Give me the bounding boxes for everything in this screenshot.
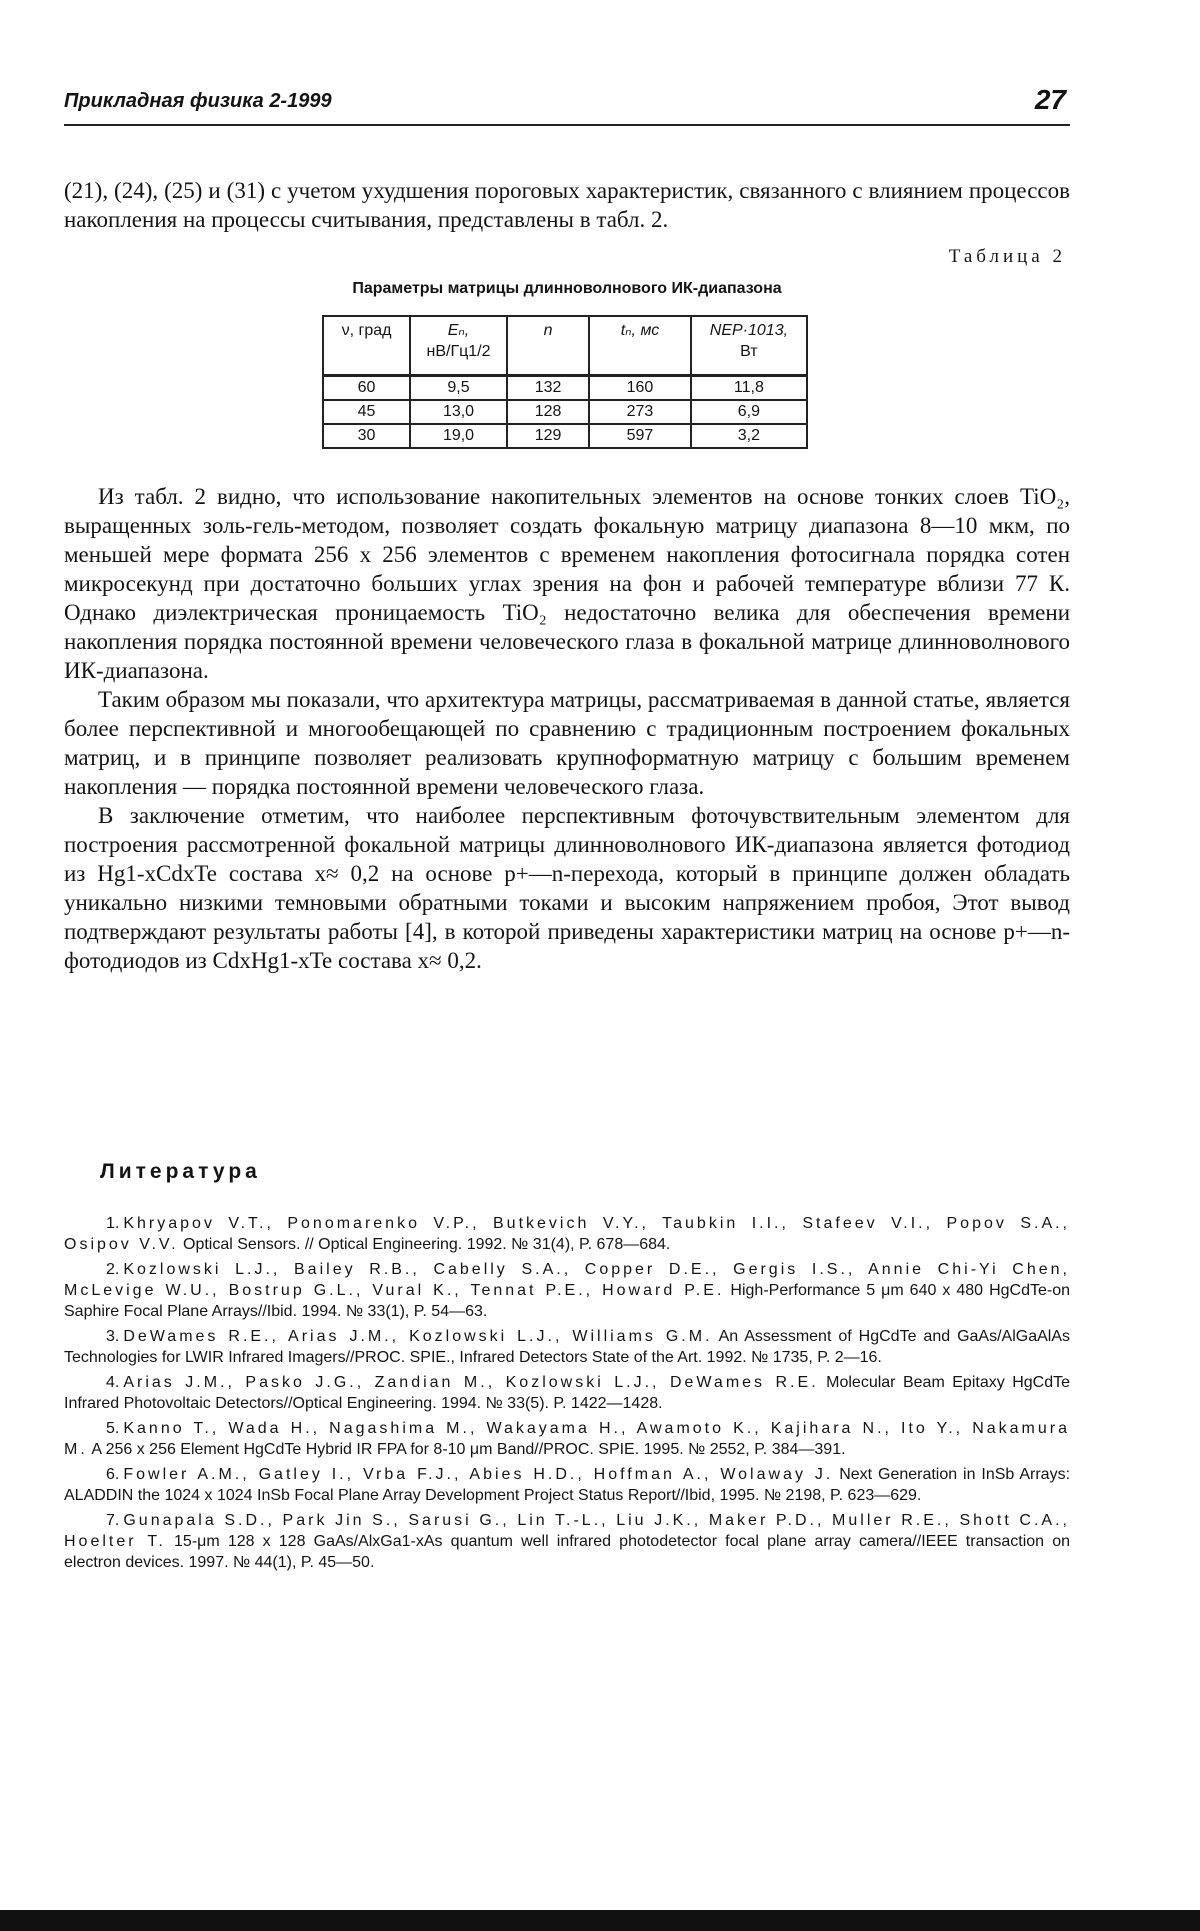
table-cell: 160 — [589, 376, 691, 401]
table-cell: 273 — [589, 400, 691, 424]
table-cell: 6,9 — [691, 400, 807, 424]
col-header-angle: ν, град — [323, 316, 410, 376]
reference-text: A 256 x 256 Element HgCdTe Hybrid IR FPA for 8-10 μm Band//PROC. SPIE. 1995. № 2552, P. 384—391. — [91, 1441, 846, 1458]
table-row — [323, 424, 807, 448]
intro-paragraph: (21), (24), (25) и (31) с учетом ухудшения пороговых характеристик, связанного с влиянием процессов накопления на процессы считывания, представлены в табл. 2. — [64, 178, 1070, 232]
table-row — [323, 376, 807, 401]
table-cell: 129 — [507, 424, 589, 448]
literature-heading: Литература — [100, 1160, 261, 1183]
parameters-table — [322, 315, 808, 449]
col-header-noise: Eₙ, нВ/Гц1/2 — [410, 316, 507, 376]
table-cell: 9,5 — [410, 376, 507, 401]
table-cell: 13,0 — [410, 400, 507, 424]
col-header-time: tₙ, мс — [589, 316, 691, 376]
reference-item: 5. Kanno T., Wada H., Nagashima M., Wakayama H., Awamoto K., Kajihara N., Ito Y., Nakamura M. A 256 x 256 Element HgCdTe Hybrid IR FPA for 8-10 μm Band//PROC. SPIE. 1995. № 2552, P. 384—391. — [64, 1420, 1070, 1458]
reference-text: An Assessment of HgCdTe and GaAs/AlGaAlAs Technologies for LWIR Infrared Imagers//PROC. SPIE., Infrared Detectors State of the Art. 1992. № 1735, P. 2—16. — [64, 1328, 1071, 1366]
table-row — [323, 400, 807, 424]
table-cell: 45 — [323, 400, 410, 424]
paragraph-final: В заключение отметим, что наиболее перспективным фоточувствительным элементом для построения рассмотренной фокальной матрицы длинноволнового ИК-диапазона является фотодиод из Hg1-xCdxTe состава x≈ 0,2 на основе p+—n-перехода, который в принципе должен обладать уникально низкими темновыми обратными токами и высоким напряжением пробоя, Этот вывод подтверждают результаты работы [4], в которой приведены характеристики матриц на основе p+—n-фотодиодов из CdxHg1-xTe состава x≈ 0,2. — [64, 803, 1070, 973]
reference-authors: Gunapala S.D., Park Jin S., Sarusi G., Lin T.-L., Liu J.K., Maker P.D., Muller R.E., Shott C.A., Hoelter T. — [64, 1512, 1070, 1550]
intro-paragraph-block — [64, 176, 1070, 234]
reference-item: 4. Arias J.M., Pasko J.G., Zandian M., Kozlowski L.J., DeWames R.E. Molecular Beam Epitaxy HgCdTe Infrared Photovoltaic Detectors//Optical Engineering. 1994. № 33(5). P. 1422—1428. — [64, 1374, 1071, 1412]
table-title: Параметры матрицы длинноволнового ИК-диапазона — [352, 280, 782, 297]
paragraph-conclusion-table: Из табл. 2 видно, что использование накопительных элементов на основе тонких слоев TiO₂, выращенных золь-гель-методом, позволяет создать фокальную матрицу диапазона 8—10 мкм, по меньшей мере формата 256 x 256 элементов с временем накопления фотосигнала порядка сотен микросекунд при достаточно больших углах зрения на фон и рабочей температуре вблизи 77 К. Однако диэлектрическая проницаемость TiO₂ недостаточно велика для обеспечения времени накопления порядка постоянной времени человеческого глаза в фокальной матрице длинноволнового ИК-диапазона. — [64, 484, 1070, 683]
table-cell: 30 — [323, 424, 410, 448]
col-header-n: n — [507, 316, 589, 376]
reference-text: Next Generation in InSb Arrays: ALADDIN the 1024 x 1024 InSb Focal Plane Array Development Project Status Report//Ibid, 1995. № 2198, P. 623—629. — [64, 1466, 1071, 1504]
main-text — [64, 482, 1070, 975]
reference-item: 3. DeWames R.E., Arias J.M., Kozlowski L.J., Williams G.M. An Assessment of HgCdTe and GaAs/AlGaAlAs Technologies for LWIR Infrared Imagers//PROC. SPIE., Infrared Detectors State of the Art. 1992. № 1735, P. 2—16. — [64, 1328, 1071, 1366]
col-header-nep: NEP·1013, Вт — [691, 316, 807, 376]
reference-text: 15-μm 128 x 128 GaAs/AlxGa1-xAs quantum well infrared photodetector focal plane array camera//IEEE transaction on electron devices. 1997. № 44(1), P. 45—50. — [64, 1533, 1070, 1571]
reference-text: Optical Sensors. // Optical Engineering. 1992. № 31(4), P. 678—684. — [183, 1236, 671, 1253]
table-cell: 132 — [507, 376, 589, 401]
reference-text: Molecular Beam Epitaxy HgCdTe Infrared Photovoltaic Detectors//Optical Engineering. 1994. № 33(5). P. 1422—1428. — [64, 1374, 1071, 1412]
reference-authors: Fowler A.M., Gatley I., Vrba F.J., Abies H.D., Hoffman A., Wolaway J. — [123, 1466, 834, 1483]
scan-edge-bar — [0, 1910, 1200, 1931]
reference-item: 7. Gunapala S.D., Park Jin S., Sarusi G., Lin T.-L., Liu J.K., Maker P.D., Muller R.E., Shott C.A., Hoelter T. 15-μm 128 x 128 GaAs/AlxGa1-xAs quantum well infrared photodetector focal plane array camera//IEEE transaction on electron devices. 1997. № 44(1), P. 45—50. — [64, 1512, 1070, 1571]
reference-authors: Arias J.M., Pasko J.G., Zandian M., Kozlowski L.J., DeWames R.E. — [123, 1374, 819, 1391]
table-cell: 60 — [323, 376, 410, 401]
reference-item: 1. Khryapov V.T., Ponomarenko V.P., Butkevich V.Y., Taubkin I.I., Stafeev V.I., Popov S.A., Osipov V.V. Optical Sensors. // Optical Engineering. 1992. № 31(4), P. 678—684. — [64, 1215, 1070, 1253]
reference-authors: Kozlowski L.J., Bailey R.B., Cabelly S.A., Copper D.E., Gergis I.S., Annie Chi-Yi Chen, McLevige W.U., Bostrup G.L., Vural K., Tennat P.E., Howard P.E. — [64, 1261, 1070, 1299]
reference-text: High-Performance 5 μm 640 x 480 HgCdTe-on Saphire Focal Plane Arrays//Ibid. 1994. № 33(1), P. 54—63. — [64, 1282, 1070, 1320]
reference-item: 6. Fowler A.M., Gatley I., Vrba F.J., Abies H.D., Hoffman A., Wolaway J. Next Generation in InSb Arrays: ALADDIN the 1024 x 1024 InSb Focal Plane Array Development Project Status Report//Ibid, 1995. № 2198, P. 623—629. — [64, 1466, 1071, 1504]
reference-item: 2. Kozlowski L.J., Bailey R.B., Cabelly S.A., Copper D.E., Gergis I.S., Annie Chi-Yi Chen, McLevige W.U., Bostrup G.L., Vural K., Tennat P.E., Howard P.E. High-Performance 5 μm 640 x 480 HgCdTe-on Saphire Focal Plane Arrays//Ibid. 1994. № 33(1), P. 54—63. — [64, 1261, 1070, 1320]
journal-title: Прикладная физика 2-1999 — [64, 90, 332, 112]
table-cell: 128 — [507, 400, 589, 424]
table-cell: 3,2 — [691, 424, 807, 448]
table-cell: 19,0 — [410, 424, 507, 448]
table-label: Таблица 2 — [948, 246, 1066, 267]
running-header — [64, 84, 1070, 126]
table-cell: 11,8 — [691, 376, 807, 401]
reference-authors: DeWames R.E., Arias J.M., Kozlowski L.J., Williams G.M. — [123, 1328, 713, 1345]
table-header-row — [323, 316, 807, 376]
reference-list — [64, 1213, 1070, 1577]
reference-authors: Khryapov V.T., Ponomarenko V.P., Butkevich V.Y., Taubkin I.I., Stafeev V.I., Popov S.A., Osipov V.V. — [64, 1215, 1070, 1253]
paragraph-architecture: Таким образом мы показали, что архитектура матрицы, рассматриваемая в данной статье, является более перспективной и многообещающей по сравнению с традиционным построением фокальных матриц, и в принципе позволяет реализовать крупноформатную матрицу с большим временем накопления — порядка постоянной времени человеческого глаза. — [64, 687, 1070, 799]
reference-authors: Kanno T., Wada H., Nagashima M., Wakayama H., Awamoto K., Kajihara N., Ito Y., Nakamura M. — [64, 1420, 1070, 1458]
table-cell: 597 — [589, 424, 691, 448]
page-number: 27 — [1034, 84, 1066, 115]
